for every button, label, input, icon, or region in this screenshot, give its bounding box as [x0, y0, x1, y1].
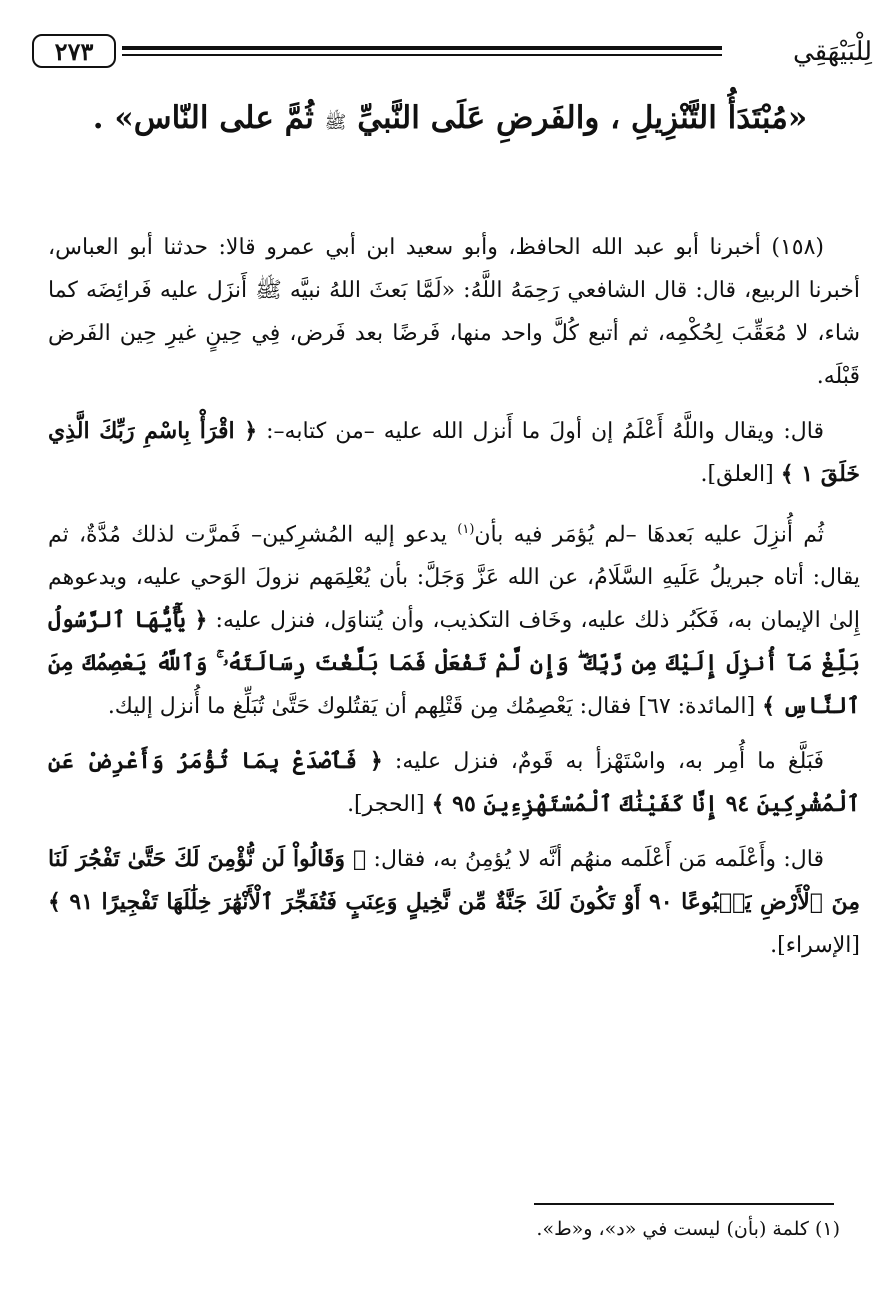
footnote-ref[interactable]: (١)	[457, 522, 475, 537]
paragraph-3	[48, 508, 860, 728]
paragraph-2	[48, 410, 860, 496]
quran-verse: ﴿ وَقَالُواْ لَن نُّؤْمِنَ لَكَ حَتَّىٰ تَفْجُرَ لَنَا مِنَ ٱلْأَرْضِ يَنۢبُوعًا ٩٠ أَوْ تَكُونَ لَكَ جَنَّةٌ مِّن نَّخِيلٍ وَعِنَبٍ فَتُفَجِّرَ ٱلْأَنْهَٰرَ خِلَٰلَهَا تَفْجِيرًا ٩١ ﴾	[48, 846, 860, 916]
page-number: ٢٧٣	[32, 34, 116, 68]
paragraph-text: أخبرنا أبو عبد الله الحافظ، وأبو سعيد ابن أبي عمرو قالا: حدثنا أبو العباس، أخبرنا الربيع، قال: قال الشافعي رَحِمَهُ اللَّهُ: «لَمَّا بَعثَ اللهُ نبيَّه ﷺ أَنزَل عليه فَرائِضَه كما شاء، لا مُعَقِّبَ لِحُكْمِه، ثم أتبع كُلَّ واحد منها، فَرضًا بعد فَرض، فِي حِينٍ غيرِ حِين الفَرض قَبْلَه.	[48, 235, 860, 389]
section-title	[40, 88, 860, 153]
paragraph-text: يدعو إليه المُشرِكين– فَمرَّت لذلك مُدَّةٌ، ثم يقال: أتاه جبريلُ عَلَيهِ السَّلَامُ، عن الله عَزَّ وَجَلَّ: بأن يُعْلِمَهم نزولَ الوَحي عليه، ويدعوهم إِلىٰ الإيمان به، فَكَبُر ذلك عليه، وخَاف التكذيب، وأن يُتناوَل، فنزل عليه:	[48, 522, 860, 634]
paragraph-text: ثُم أُنزِلَ عليه بَعدهَا –لم يُؤمَر فيه بأن	[474, 522, 824, 548]
title-part-2: ثُمَّ على النّاس» .	[92, 100, 314, 136]
paragraph-158	[48, 226, 860, 398]
footnote-1: (١) كلمة (بأن) ليست في «د»، و«ط».	[536, 1218, 840, 1240]
title-part-1: «مُبْتَدَأُ التَّنْزِيلِ ، والفَرضِ عَلَى النَّبيِّ	[357, 100, 808, 136]
surah-reference: [المائدة: ٦٧]	[638, 694, 756, 720]
paragraph-4	[48, 740, 860, 826]
paragraph-5	[48, 838, 860, 967]
quran-verse: ﴿ يَٰٓأَيُّهَا ٱلرَّسُولُ بَلِّغْ مَآ أُنزِلَ إِلَيْكَ مِن رَّبِّكَ ۖ وَإِن لَّمْ تَفْعَلْ فَمَا بَلَّغْتَ رِسَالَتَهُۥ ۚ وَٱللَّهُ يَعْصِمُكَ مِنَ ٱلنَّاسِ ﴾	[48, 607, 860, 720]
page-header	[32, 30, 872, 74]
quran-verse: ﴿ اقْرَأْ بِاسْمِ رَبِّكَ الَّذِي خَلَقَ ١ ﴾	[48, 418, 860, 487]
running-head: لِلْبَيْهَقِي	[792, 37, 872, 67]
quran-verse: ﴿ فَٱصْدَعْ بِمَا تُؤْمَرُ وَأَعْرِضْ عَنِ ٱلْمُشْرِكِينَ ٩٤ إِنَّا كَفَيْنَٰكَ ٱلْمُسْتَهْزِءِينَ ٩٥ ﴾	[48, 748, 860, 818]
paragraph-text: فقال: يَعْصِمُك مِن قَتْلِهم أن يَقتُلوك حَتَّىٰ تُبَلِّغ ما أُنزل إليك.	[107, 694, 632, 720]
paragraph-text: قال: وأَعْلَمه مَن أَعْلَمه منهُم أنَّه لا يُؤمِنُ به، فقال:	[373, 847, 824, 873]
body-text	[48, 226, 860, 979]
surah-reference: [الحجر].	[347, 792, 425, 818]
surah-reference: [الإسراء].	[770, 933, 860, 959]
salutation-symbol: ﷺ	[324, 112, 347, 133]
footnote-separator	[534, 1203, 834, 1205]
header-rule-thin	[122, 54, 722, 56]
header-rule-thick	[122, 46, 722, 50]
paragraph-text: فَبَلَّغ ما أُمِر به، واسْتَهْزأ به قَومٌ، فنزل عليه:	[394, 749, 825, 775]
surah-reference: [العلق].	[700, 462, 774, 487]
hadith-number: (١٥٨)	[771, 235, 824, 260]
paragraph-text: قال: ويقال واللَّهُ أَعْلَمُ إن أولَ ما أَنزل الله عليه –من كتابه–:	[266, 419, 824, 444]
